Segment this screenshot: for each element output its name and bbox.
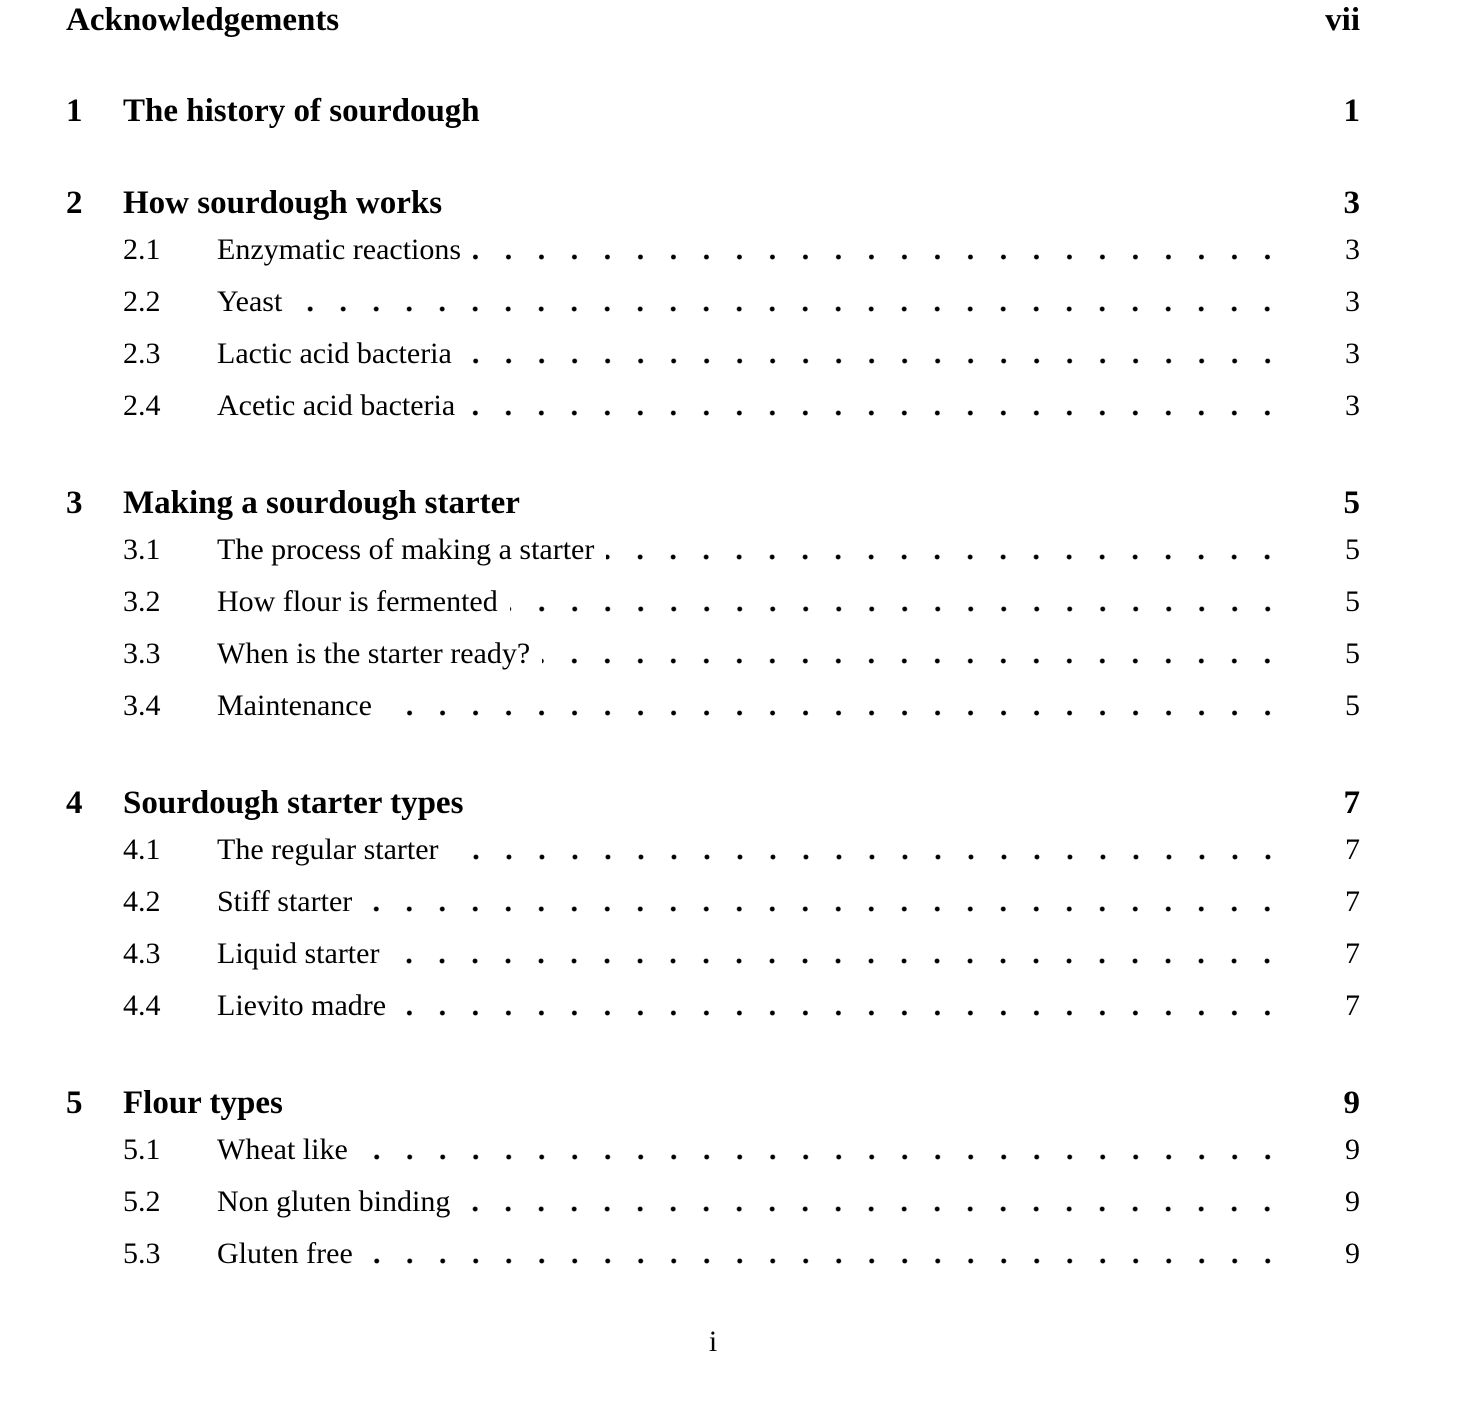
section-number: 5.3: [123, 1237, 161, 1270]
dot-leader: [384, 680, 1286, 732]
dot-leader: [364, 876, 1286, 928]
chapter-number: 1: [66, 93, 83, 129]
section-number: 2.2: [123, 285, 161, 318]
section-page-number: 5: [1345, 689, 1360, 722]
section-title: Enzymatic reactions: [217, 233, 462, 266]
toc-chapter-entry: [66, 182, 1360, 224]
section-page-number: 7: [1345, 989, 1360, 1022]
toc-section-entry: [66, 1228, 1360, 1280]
section-number: 3.1: [123, 533, 161, 566]
dot-leader: [542, 628, 1286, 680]
chapter-title: Sourdough starter types: [123, 785, 464, 821]
section-page-number: 9: [1345, 1237, 1360, 1270]
chapter-page-number: 5: [1343, 485, 1360, 521]
toc-section-list: [66, 224, 1360, 432]
section-page-number: 5: [1345, 637, 1360, 670]
section-page-number: 7: [1345, 833, 1360, 866]
dot-leader: [398, 980, 1286, 1032]
section-page-number: 7: [1345, 885, 1360, 918]
toc-chapter-block: [66, 482, 1360, 732]
toc-section-list: [66, 524, 1360, 732]
section-page-number: 5: [1345, 585, 1360, 618]
section-number: 3.4: [123, 689, 161, 722]
dot-leader: [360, 1124, 1286, 1176]
toc-section-entry: [66, 824, 1360, 876]
toc-section-entry: [66, 380, 1360, 432]
toc-section-entry: [66, 680, 1360, 732]
toc-chapter-entry: [66, 90, 1360, 132]
toc-section-entry: [66, 224, 1360, 276]
section-title: Acetic acid bacteria: [217, 389, 456, 422]
chapter-number: 2: [66, 185, 83, 221]
section-page-number: 3: [1345, 233, 1360, 266]
toc-chapter-entry: [66, 782, 1360, 824]
section-number: 4.4: [123, 989, 161, 1022]
toc-section-entry: [66, 1176, 1360, 1228]
toc-section-entry: [66, 628, 1360, 680]
section-title: The process of making a starter: [217, 533, 595, 566]
toc-chapter-entry: [66, 482, 1360, 524]
chapter-number: 3: [66, 485, 83, 521]
dot-leader: [510, 576, 1286, 628]
dot-leader: [467, 380, 1286, 432]
section-number: 2.1: [123, 233, 161, 266]
chapter-title: How sourdough works: [123, 185, 443, 221]
section-number: 5.1: [123, 1133, 161, 1166]
footer-page-number: i: [708, 1325, 718, 1358]
toc-section-entry: [66, 1124, 1360, 1176]
section-title: How flour is fermented: [217, 585, 498, 618]
toc-chapter-list: [66, 90, 1360, 1280]
section-number: 4.3: [123, 937, 161, 970]
chapter-page-number: 3: [1343, 185, 1360, 221]
toc-section-entry: [66, 576, 1360, 628]
section-title: Maintenance: [217, 689, 372, 722]
toc-chapter-block: [66, 782, 1360, 1032]
dot-leader: [451, 824, 1286, 876]
dot-leader: [464, 328, 1286, 380]
section-title: Stiff starter: [217, 885, 353, 918]
section-title: Gluten free: [217, 1237, 353, 1270]
dot-leader: [606, 524, 1286, 576]
section-page-number: 3: [1345, 389, 1360, 422]
section-number: 5.2: [123, 1185, 161, 1218]
section-title: When is the starter ready?: [217, 637, 531, 670]
toc-section-entry: [66, 328, 1360, 380]
section-number: 4.1: [123, 833, 161, 866]
section-title: Lievito madre: [217, 989, 387, 1022]
dot-leader: [391, 928, 1286, 980]
section-number: 3.3: [123, 637, 161, 670]
chapter-page-number: 9: [1343, 1085, 1360, 1121]
section-page-number: 9: [1345, 1185, 1360, 1218]
toc-section-list: [66, 824, 1360, 1032]
section-title: Wheat like: [217, 1133, 348, 1166]
section-number: 3.2: [123, 585, 161, 618]
section-page-number: 3: [1345, 337, 1360, 370]
toc-entry-title: Acknowledgements: [66, 2, 340, 38]
toc-chapter-entry: [66, 1082, 1360, 1124]
toc-section-entry: [66, 876, 1360, 928]
toc-section-entry: [66, 276, 1360, 328]
section-number: 2.3: [123, 337, 161, 370]
chapter-title: Flour types: [123, 1085, 283, 1121]
dot-leader: [473, 224, 1286, 276]
toc-chapter-block: [66, 182, 1360, 432]
toc-section-entry: [66, 980, 1360, 1032]
section-page-number: 7: [1345, 937, 1360, 970]
toc-section-entry: [66, 928, 1360, 980]
toc-entry-acknowledgements: [66, 0, 1360, 40]
toc-entry-page-number: vii: [1325, 2, 1360, 38]
toc-section-list: [66, 1124, 1360, 1280]
dot-leader: [462, 1176, 1286, 1228]
chapter-title: Making a sourdough starter: [123, 485, 520, 521]
section-title: The regular starter: [217, 833, 439, 866]
chapter-number: 4: [66, 785, 83, 821]
section-page-number: 5: [1345, 533, 1360, 566]
chapter-title: The history of sourdough: [123, 93, 480, 129]
section-number: 2.4: [123, 389, 161, 422]
chapter-page-number: 7: [1343, 785, 1360, 821]
dot-leader: [294, 276, 1286, 328]
section-title: Yeast: [217, 285, 283, 318]
section-page-number: 9: [1345, 1133, 1360, 1166]
chapter-number: 5: [66, 1085, 83, 1121]
page-footer: [66, 1322, 1360, 1362]
section-title: Liquid starter: [217, 937, 380, 970]
section-title: Lactic acid bacteria: [217, 337, 452, 370]
section-number: 4.2: [123, 885, 161, 918]
toc-chapter-block: [66, 1082, 1360, 1280]
dot-leader: [365, 1228, 1286, 1280]
toc-section-entry: [66, 524, 1360, 576]
section-page-number: 3: [1345, 285, 1360, 318]
section-title: Non gluten binding: [217, 1185, 451, 1218]
chapter-page-number: 1: [1343, 93, 1360, 129]
toc-chapter-block: [66, 90, 1360, 132]
